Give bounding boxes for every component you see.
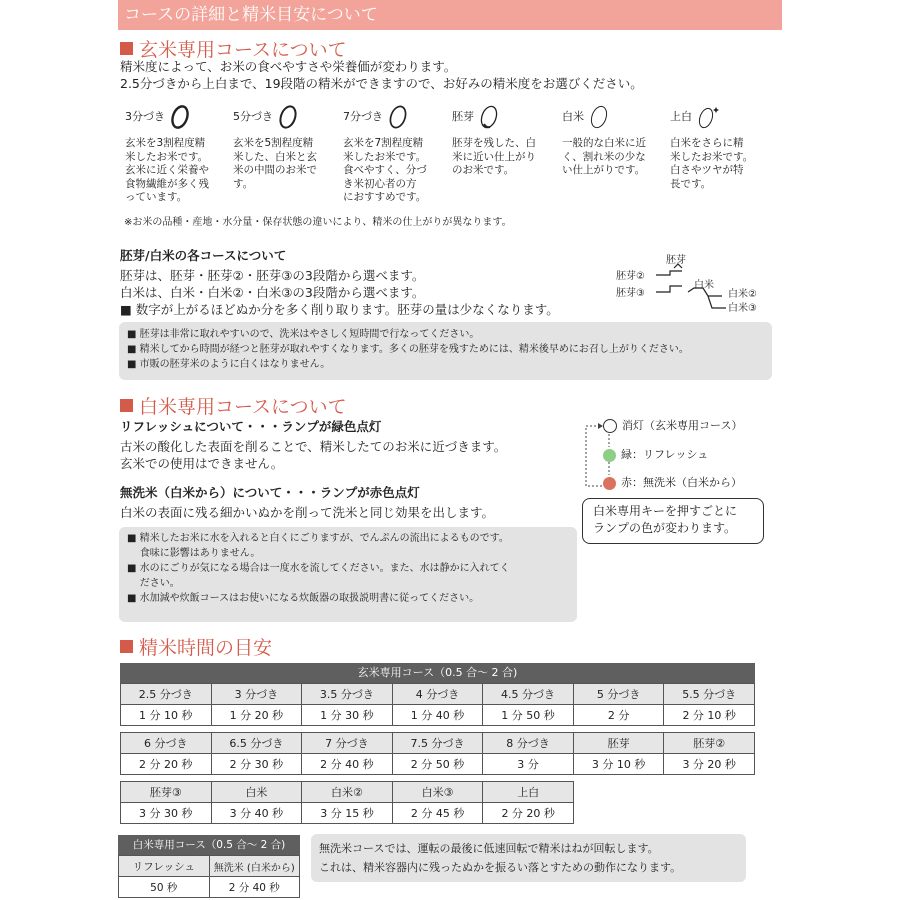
square-bullet-icon: [120, 640, 133, 653]
time-cell: 50 秒: [119, 877, 210, 898]
genmai-intro-2: 2.5分づきから上白まで、19段階の精米ができますので、お好みの精米度をお選びください。: [120, 76, 643, 91]
degree-item: [670, 103, 778, 191]
course-name-cell: 無洗米 (白米から): [209, 856, 300, 877]
time-cell: 3 分 20 秒: [664, 754, 755, 775]
rice-grain-icon: [387, 104, 409, 130]
genmai-section-title: [120, 35, 347, 62]
haiga-line-3: ■ 数字が上がるほどぬか分を多く削り取ります。胚芽の量は少なくなります。: [120, 302, 559, 317]
time-cell: 2 分 20 秒: [483, 803, 574, 824]
haiga-line-2: 白米は、白米・白米②・白米③の3段階から選べます。: [120, 285, 425, 300]
hakumai-time-table: [118, 835, 300, 898]
diagram-haiga3: 胚芽③: [616, 288, 645, 299]
square-bullet-icon: [120, 399, 133, 412]
course-name-cell: 4.5 分づき: [483, 684, 574, 705]
time-cell: 1 分 10 秒: [121, 705, 212, 726]
genmai-footnote: ※お米の品種・産地・水分量・保存状態の違いにより、精米の仕上がりが異なります。: [124, 217, 512, 228]
refresh-line-1: 古米の酸化した表面を削ることで、精米したてのお米に近づきます。: [120, 439, 507, 454]
hakumai-time-header: 白米専用コース（0.5 合～ 2 合): [118, 835, 300, 855]
course-name-cell: 6.5 分づき: [211, 733, 302, 754]
degree-label: 上白: [670, 110, 692, 123]
course-name-cell: 胚芽②: [664, 733, 755, 754]
time-table-row-2: [120, 732, 755, 775]
lamp-off-item: [603, 419, 742, 433]
lamp-red-label: 赤：無洗米（白米から）: [621, 476, 742, 489]
shiny-rice-grain-icon: [696, 104, 720, 130]
degree-item: [452, 103, 560, 178]
lamp-legend: [580, 415, 775, 495]
diagram-hakumai: 白米: [694, 280, 714, 291]
musen-note-box: [311, 834, 746, 882]
time-cell: 3 分 30 秒: [121, 803, 212, 824]
course-name-cell: 白米②: [302, 782, 393, 803]
time-cell: 2 分 20 秒: [121, 754, 212, 775]
rice-grain-germ-icon: [478, 104, 500, 130]
time-cell: 1 分 40 秒: [392, 705, 483, 726]
course-name-cell: 白米: [211, 782, 302, 803]
haiga-heading: 胚芽/白米の各コースについて: [120, 248, 287, 263]
degree-desc: 玄米を3割程度精 米したお米です。 玄米に近く栄養や 食物繊維が多く残 っています。: [125, 137, 209, 203]
square-bullet-icon: [120, 42, 133, 55]
degree-item: [233, 103, 341, 191]
time-table-row-3: [120, 781, 574, 824]
course-name-cell: 5.5 分づき: [664, 684, 755, 705]
musen-note: 無洗米コースでは、運転の最後に低速回転で精米はねが回転します。 これは、精米容器内に残ったぬかを振るい落とすための動作になります。: [319, 842, 682, 874]
time-table-row-1: [120, 683, 755, 726]
refresh-heading: リフレッシュについて・・・ランプが緑色点灯: [120, 419, 382, 434]
diagram-haiga2: 胚芽②: [616, 271, 645, 282]
time-cell: 3 分 10 秒: [573, 754, 664, 775]
genmai-time-table: [120, 663, 755, 824]
diagram-haiga: 胚芽: [666, 255, 686, 266]
time-cell: 2 分 45 秒: [392, 803, 483, 824]
degree-label: 3分づき: [125, 110, 165, 123]
course-name-cell: 胚芽③: [121, 782, 212, 803]
course-name-cell: 7 分づき: [302, 733, 393, 754]
musen-line-1: 白米の表面に残る細かいぬかを削って洗米と同じ効果を出します。: [120, 505, 495, 520]
lamp-off-icon: [603, 419, 617, 433]
genmai-time-header: 玄米専用コース（0.5 合～ 2 合): [120, 663, 755, 683]
course-name-cell: 2.5 分づき: [121, 684, 212, 705]
musen-heading: 無洗米（白米から）について・・・ランプが赤色点灯: [120, 485, 420, 500]
time-cell: 3 分 15 秒: [302, 803, 393, 824]
lamp-red-icon: [603, 477, 616, 490]
degree-desc: 白米をさらに精 米したお米です。 白さやツヤが特 長です。: [670, 137, 754, 190]
page-banner: コースの詳細と精米目安について: [118, 0, 782, 30]
polish-level-diagram: [608, 250, 773, 320]
time-cell: 3 分: [483, 754, 574, 775]
lamp-red-item: [603, 476, 742, 490]
degree-item: [343, 103, 451, 205]
course-name-cell: 上白: [483, 782, 574, 803]
time-cell: 2 分 30 秒: [211, 754, 302, 775]
course-name-cell: 7.5 分づき: [392, 733, 483, 754]
degree-desc: 一般的な白米に近 く、割れ米の少な い仕上がりです。: [562, 137, 646, 176]
time-cell: 2 分 40 秒: [302, 754, 393, 775]
course-name-cell: リフレッシュ: [119, 856, 210, 877]
degree-item: [562, 103, 670, 178]
degree-item: [125, 103, 233, 205]
hakumai-section-title: [120, 392, 347, 419]
degree-label: 胚芽: [452, 110, 474, 123]
course-name-cell: 4 分づき: [392, 684, 483, 705]
degree-label: 5分づき: [233, 110, 273, 123]
time-cell: 3 分 40 秒: [211, 803, 302, 824]
genmai-title-text: 玄米専用コースについて: [139, 39, 347, 61]
lamp-green-label: 緑：リフレッシュ: [621, 448, 709, 461]
time-cell: 2 分: [573, 705, 664, 726]
course-name-cell: 白米③: [392, 782, 483, 803]
time-cell: 1 分 50 秒: [483, 705, 574, 726]
time-cell: 1 分 30 秒: [302, 705, 393, 726]
course-name-cell: 胚芽: [573, 733, 664, 754]
times-title-text: 精米時間の目安: [139, 637, 273, 659]
course-name-cell: 8 分づき: [483, 733, 574, 754]
course-name-cell: 3.5 分づき: [302, 684, 393, 705]
degree-desc: 玄米を5割程度精 米した、白米と玄 米の中間のお米で す。: [233, 137, 317, 190]
hakumai-notes: ■ 精米したお米に水を入れると白くにごりますが、でんぷんの流出によるものです。 食味に影響はありません。 ■ 水のにごりが気になる場合は一度水を流してください。また、水は静かに入れてく ださい。 ■ 水加減や炊飯コースはお使いになる炊飯器の取扱説明書に従ってください。: [127, 533, 510, 604]
time-cell: 2 分 40 秒: [209, 877, 300, 898]
degree-desc: 玄米を7割程度精 米したお米です。 食べやすく、分づ き米初心者の方 におすすめです。: [343, 137, 427, 203]
genmai-intro-1: 精米度によって、お米の食べやすさや栄養価が変わります。: [120, 59, 457, 74]
degree-label: 白米: [562, 110, 584, 123]
time-cell: 1 分 20 秒: [211, 705, 302, 726]
hakumai-title-text: 白米専用コースについて: [139, 396, 347, 418]
course-name-cell: 5 分づき: [573, 684, 664, 705]
diagram-hakumai2: 白米②: [728, 289, 757, 300]
hakumai-notes-box: [119, 527, 577, 622]
course-name-cell: 3 分づき: [211, 684, 302, 705]
rice-grain-icon: [588, 104, 610, 130]
time-cell: 2 分 10 秒: [664, 705, 755, 726]
course-name-cell: 6 分づき: [121, 733, 212, 754]
lamp-green-item: [603, 448, 708, 462]
haiga-notes: ■ 胚芽は非常に取れやすいので、洗米はやさしく短時間で行なってください。 ■ 精米してから時間が経つと胚芽が取れやすくなります。多くの胚芽を残すためには、精米後早めにお召し上がりください。 ■ 市販の胚芽米のように白くはなりません。: [127, 329, 689, 370]
refresh-line-2: 玄米での使用はできません。: [120, 456, 284, 471]
diagram-hakumai3: 白米③: [728, 303, 757, 314]
haiga-notes-box: [119, 322, 772, 380]
degree-desc: 胚芽を残した、白 米に近い仕上がり のお米です。: [452, 137, 536, 176]
key-instruction-box: 白米専用キーを押すごとに ランプの色が変わります。: [582, 498, 764, 544]
time-cell: 2 分 50 秒: [392, 754, 483, 775]
lamp-green-icon: [603, 449, 616, 462]
haiga-line-1: 胚芽は、胚芽・胚芽②・胚芽③の3段階から選べます。: [120, 268, 425, 283]
times-section-title: [120, 633, 272, 660]
hakumai-time-grid: [118, 855, 300, 898]
lamp-off-label: 消灯（玄米専用コース）: [622, 419, 743, 432]
rice-grain-icon: [277, 104, 299, 130]
degree-label: 7分づき: [343, 110, 383, 123]
rice-grain-icon: [169, 104, 191, 130]
